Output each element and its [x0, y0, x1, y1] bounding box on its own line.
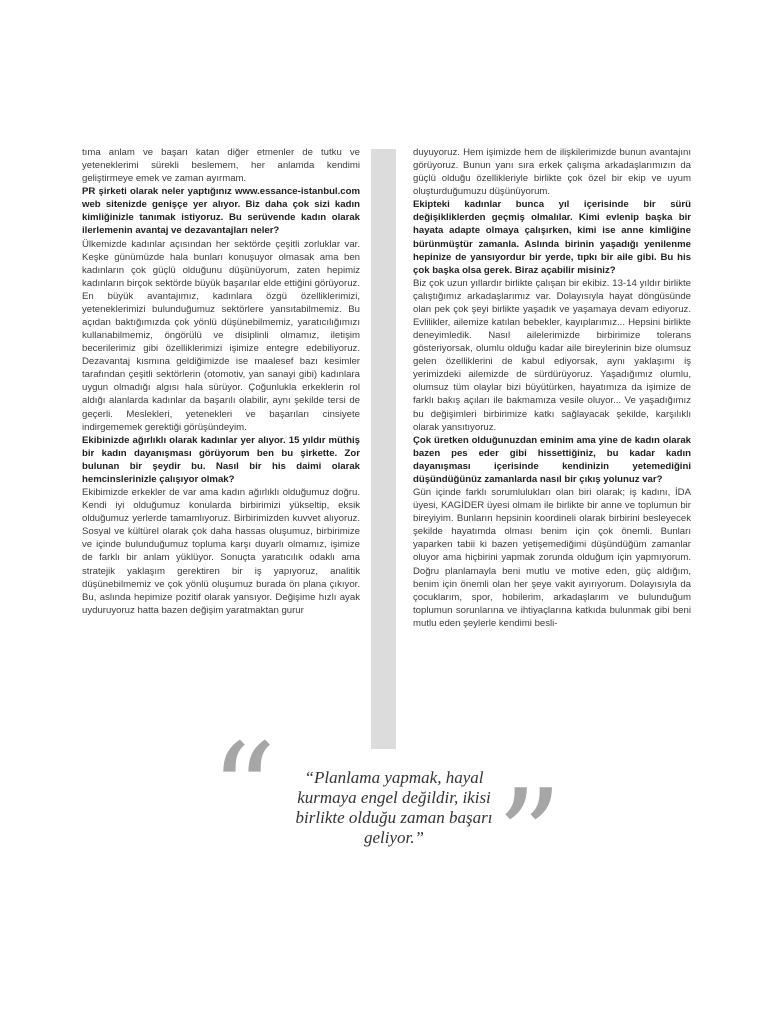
paragraph: Biz çok uzun yıllardır birlikte çalışan bir ekibiz. 13-14 yıldır birlikte çalıştığımız arkadaşlarımız var. Dolayısıyla hayat döngüsünde olan pek çok şeyi birlikte yaşadık ve yaşamaya devam ediyoruz. Evlilikler, ailemize katılan bebekler, kayıplarımız... Hepsini birlikte deneyimledik. Nasıl ailelerimizde birbirimize tolerans gösteriyorsak, olumlu olduğu kadar aile bireylerinin bize olumsuz gelen özelliklerini de kabul ediyorsak, aynı yaklaşımı iş yerimizdeki ailemizde de sürdürüyoruz. Yaşadığımız olumlu, olumsuz tüm olaylar bizi büyütürken, hayatımıza da işimize de farklı bakış açıları ile bakmamıza vesile oluyor... Ve yaşadığımız bu değişimleri birbirimize katkı sağlayacak şekilde, karşılıklı olarak yansıtıyoruz.: [413, 277, 691, 433]
paragraph: Gün içinde farklı sorumlulukları olan biri olarak; iş kadını, İDA üyesi, KAGİDER üyesi olmam ile birlikte bir anne ve toplumun bir bireyiyim. Bunların hepsinin koordineli olarak birbirini besleyecek şekilde hayatımda olması benim için çok önemli. Bunları yaparken tabii ki bazen yetişemediğimi düşündüğüm zamanlar oluyor ama hiçbirini yapmak zorunda olduğum için yapmıyorum. Doğru planlamayla beni mutlu ve motive eden, güç aldığım, benim için önemli olan her şeye vakit ayırıyorum. Dolayısıyla da çocuklarım, spor, hobilerim, arkadaşlarım ve bulunduğum toplumun sorunlarına ve ihtiyaçlarına katkıda bulunmak gibi beni mutlu eden şeylerle kendimi besli-: [413, 487, 691, 629]
open-quote-mark-icon: “: [210, 715, 277, 867]
paragraph: Ülkemizde kadınlar açısından her sektörde çeşitli zorluklar var. Keşke günümüzde hala bunları konuşuyor olmasak ama ben kadınların çok güçlü olduğunu düşünüyorum, zaten hepimiz kadınların birçok sektörde büyük başarılar elde ettiğini görüyoruz. En büyük avantajımız, kadınlara özgü özelliklerimizi, yeteneklerimizi bulunduğumuz sektörlere yansıtabilmemiz. Bu açıdan baktığımızda çok yönlü düşünebilmemiz, yaratıcılığımızı kullanabilmemiz, öngörülü ve disiplinli olmamız, iletişim becerilerimiz gibi özelliklerimizi işimize entegre edebiliyoruz. Dezavantaj kısmına geldiğimizde ise maalesef bazı kesimler tarafından çeşitli sektörlerin (otomotiv, yan sanayi gibi) kadınlara uygun olmadığı algısı hala sürüyor. Çoğunlukla erkeklerin rol aldığı alanlarda kadınlar da başarılı olabilir, aynı şekilde tersi de geçerli. Meslekleri, yetenekleri ve başarıları cinsiyete indirgememek gerektiği görüşündeyim.: [82, 238, 360, 433]
pull-quote-line: “Planlama yapmak, hayal: [304, 768, 484, 787]
interview-question: PR şirketi olarak neler yaptığınız www.essance-istanbul.com web sitenizde genişçe yer alıyor. Biz daha çok sizi kadın kimliğinizle tanımak istiyoruz. Bu serüvende kadın olarak ilerlemenin avantaj ve dezavantajları neler?: [82, 186, 360, 237]
paragraph: Ekibimizde erkekler de var ama kadın ağırlıklı olduğumuz doğru. Kendi iyi olduğumuz konularda birbirimizi yükseltip, eksik olduğumuz yerlerde tamamlıyoruz. Birbirimizden kuvvet alıyoruz. Sosyal ve kültürel olarak çok daha hassas oluşumuz, birbirimize ve içinde bulunduğumuz topluma karşı duyarlı olmamız, işimize de farklı bir anlam yüklüyor. Sonuçta yaratıcılık odaklı ama stratejik yaklaşım gerektiren bir iş yapıyoruz, analitik düşünebilmemiz ve çok yönlü oluşumuz burada ön plana çıkıyor. Bu, aslında hepimize pozitif olarak yansıyor. Değişime hızlı ayak uyduruyoruz hatta bazen değişim yaratmaktan gurur: [82, 487, 360, 616]
left-column: [82, 146, 360, 617]
pull-quote-line: kurmaya engel değildir, ikisi: [297, 788, 491, 807]
close-quote-mark-icon: ”: [496, 761, 563, 913]
column-divider-bar: [371, 149, 396, 749]
interview-question: Çok üretken olduğunuzdan eminim ama yine de kadın olarak bazen pes eder gibi hissettiğiniz, bu kadar kadın dayanışması içerisinde kendinizin yetemediğini düşündüğünüz zamanlarda nasıl bir çıkış yolunuz var?: [413, 434, 691, 485]
interview-question: Ekibinizde ağırlıklı olarak kadınlar yer alıyor. 15 yıldır müthiş bir kadın dayanışması görüyorum ben bu şirkette. Zor bulunan bir şeydir bu. Nasıl bir his daimi olarak hemcinslerinizle çalışıyor olmak?: [82, 434, 360, 485]
pull-quote: [200, 715, 580, 913]
paragraph: duyuyoruz. Hem işimizde hem de ilişkilerimizde bunun avantajını görüyoruz. Bunun yanı sıra erkek çalışma arkadaşlarımızın da güçlü olduğu özellikleriyle birlikte çok özel bir ekip ve uyum oluşturduğumuzu düşünüyorum.: [413, 147, 691, 198]
interview-question: Ekipteki kadınlar bunca yıl içerisinde bir sürü değişikliklerden geçmiş olmalılar. Kimi evlenip başka bir hayata adapte olmaya çalışırken, kimi ise anne kimliğine bürünmüştür zamanla. Aslında birinin yaşadığı yenilenme hepinize de yansıyordur bir yerde, tıpkı bir aile gibi. Bu his çok başka olsa gerek. Biraz açabilir misiniz?: [413, 199, 691, 276]
pull-quote-text: [262, 768, 526, 848]
paragraph: tıma anlam ve başarı katan diğer etmenler de tutku ve yeteneklerimi sürekli beslemem, her anlamda kendimi geliştirmeye emek ve zaman ayırmam.: [82, 147, 360, 185]
pull-quote-line: birlikte olduğu zaman başarı: [295, 808, 493, 827]
pull-quote-line: geliyor.”: [364, 828, 424, 847]
right-column: [413, 146, 691, 630]
